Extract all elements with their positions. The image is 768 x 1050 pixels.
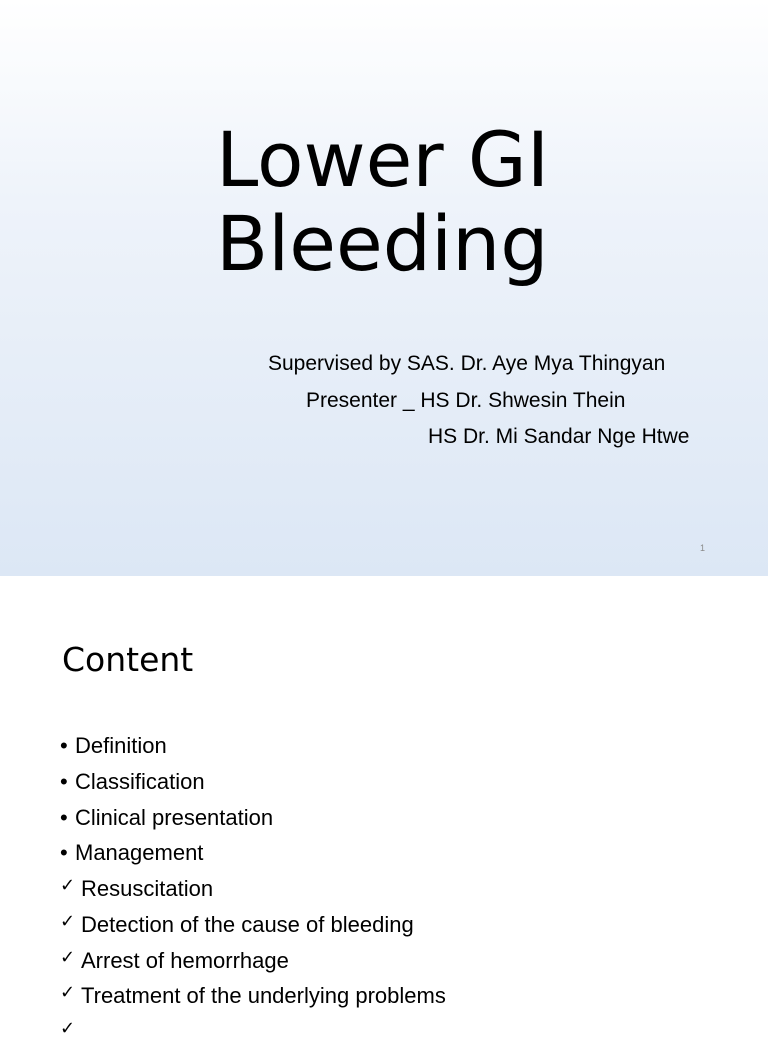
supervisor-line: Supervised by SAS. Dr. Aye Mya Thingyan (268, 352, 666, 375)
slide-title (216, 115, 636, 288)
list-item-text: Treatment of the underlying problems (81, 983, 446, 1009)
title-line-2: Bleeding (216, 199, 549, 288)
content-heading: Content (62, 640, 194, 679)
checkmark-icon: ✓ (60, 946, 76, 968)
list-item-text: Classification (75, 768, 205, 794)
checkmark-icon: ✓ (60, 982, 76, 1004)
bullet-icon: • (60, 768, 68, 794)
list-item-text: Clinical presentation (75, 804, 274, 830)
list-item-text: Resuscitation (81, 876, 214, 902)
list-item (60, 907, 760, 943)
list-item (60, 764, 760, 800)
list-item-text: Definition (75, 732, 167, 758)
checkmark-icon: ✓ (60, 875, 76, 897)
list-item (60, 979, 760, 1015)
list-item (60, 943, 760, 979)
slide-number: 1 (700, 543, 706, 553)
list-item-text: Arrest of hemorrhage (81, 947, 289, 973)
co-presenter-line: HS Dr. Mi Sandar Nge Htwe (428, 425, 690, 448)
list-item-text: Management (75, 840, 204, 866)
list-item (60, 800, 760, 836)
presenter-line: Presenter _ HS Dr. Shwesin Thein (306, 389, 626, 412)
list-item (60, 1014, 760, 1050)
bullet-icon: • (60, 840, 68, 866)
list-item-text: Detection of the cause of bleeding (81, 911, 414, 937)
list-item (60, 835, 760, 871)
title-line-1: Lower GI (216, 115, 550, 204)
list-item (60, 871, 760, 907)
checkmark-icon: ✓ (60, 1018, 76, 1040)
checkmark-icon: ✓ (60, 910, 76, 932)
content-list (60, 728, 760, 1050)
list-item (60, 728, 760, 764)
bullet-icon: • (60, 804, 68, 830)
bullet-icon: • (60, 732, 68, 758)
